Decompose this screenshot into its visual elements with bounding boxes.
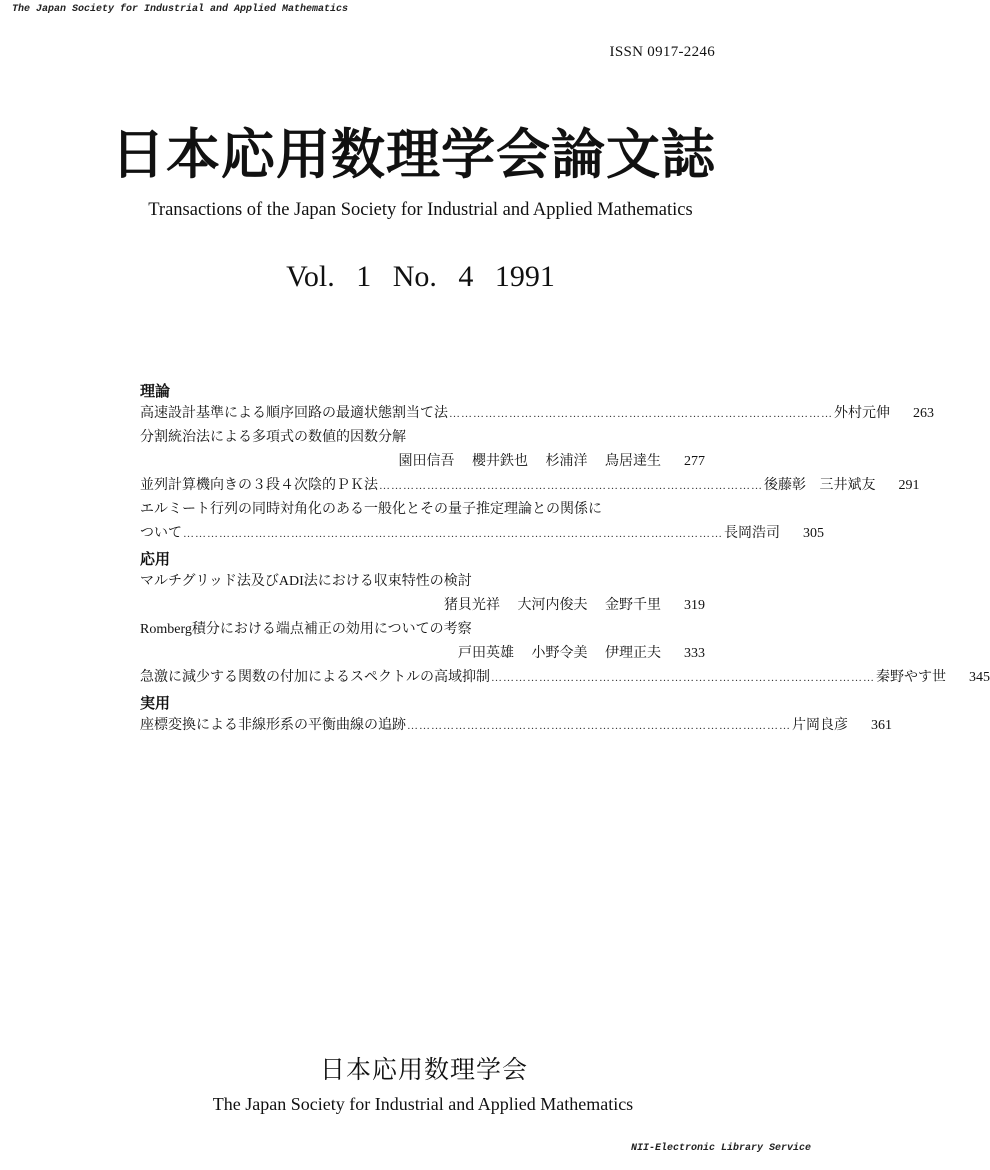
toc-entry[interactable]	[140, 498, 705, 522]
leader-dots: ……………………………………………………………………………………	[491, 672, 875, 684]
toc-entry-continued	[140, 522, 824, 546]
leader-dots: ………………………………………………………………………………………………………………………	[183, 528, 723, 540]
section-heading: 理論	[140, 382, 171, 400]
entry-page: 277	[684, 454, 705, 469]
volume-line: Vol. 1 No. 4 1991	[286, 260, 555, 293]
toc-entry[interactable]	[140, 570, 705, 594]
toc-entry[interactable]	[140, 474, 920, 498]
entry-title: マルチグリッド法及びADI法における収束特性の検討	[140, 574, 472, 589]
journal-title-jp: 日本応用数理学会論文誌	[111, 122, 716, 186]
entry-page: 291	[898, 478, 920, 493]
section-heading: 応用	[140, 550, 171, 568]
leader-dots: ……………………………………………………………………………………	[407, 720, 791, 732]
section-heading: 実用	[140, 694, 171, 712]
entry-authors: 外村元伸	[834, 406, 890, 421]
entry-page: 345	[969, 670, 990, 685]
toc-entry[interactable]	[140, 402, 934, 426]
entry-authors: 戸田英雄 小野令美 伊理正夫	[458, 646, 661, 661]
toc-entry[interactable]	[140, 714, 892, 738]
entry-page: 333	[684, 646, 705, 661]
entry-title: 急激に減少する関数の付加によるスペクトルの高域抑制	[140, 670, 490, 685]
toc-entry[interactable]	[140, 666, 990, 690]
publisher-name-en: The Japan Society for Industrial and Applied Mathematics	[212, 1094, 634, 1114]
entry-authors: 後藤彰 三井斌友	[764, 478, 876, 493]
toc-entry-authors-line	[140, 642, 705, 666]
toc-entry-authors-line	[140, 450, 705, 474]
entry-title: 並列計算機向きの３段４次陰的ＰＫ法	[140, 478, 378, 493]
entry-authors: 猪貝光祥 大河内俊夫 金野千里	[444, 598, 661, 613]
toc-entry[interactable]	[140, 426, 705, 450]
entry-title: ついて	[140, 526, 182, 541]
entry-page: 263	[913, 406, 934, 421]
header-note: The Japan Society for Industrial and Applied Mathematics	[12, 4, 349, 15]
toc-entry[interactable]	[140, 618, 705, 642]
entry-title: 高速設計基準による順序回路の最適状態割当て法	[140, 406, 448, 421]
leader-dots: ……………………………………………………………………………………	[449, 408, 833, 420]
journal-title-en: Transactions of the Japan Society for Industrial and Applied Mathematics	[148, 200, 693, 220]
toc-entry-authors-line	[140, 594, 705, 618]
entry-authors: 秦野やす世	[876, 670, 946, 685]
entry-title: 座標変換による非線形系の平衡曲線の追跡	[140, 718, 406, 733]
entry-authors: 園田信吾 櫻井鉄也 杉浦洋 鳥居達生	[398, 454, 661, 469]
entry-title: 分割統治法による多項式の数値的因数分解	[140, 430, 406, 445]
entry-page: 305	[803, 526, 824, 541]
publisher-name-jp: 日本応用数理学会	[319, 1055, 528, 1084]
entry-page: 361	[871, 718, 892, 733]
entry-title-line1: エルミート行列の同時対角化のある一般化とその量子推定理論との関係に	[140, 502, 602, 517]
entry-title: Romberg積分における端点補正の効用についての考察	[140, 622, 472, 637]
entry-authors: 片岡良彦	[792, 718, 848, 733]
table-of-contents	[140, 378, 990, 738]
footer-note: NII-Electronic Library Service	[630, 1143, 811, 1154]
leader-dots: ……………………………………………………………………………………	[379, 480, 763, 492]
entry-page: 319	[684, 598, 705, 613]
issn: ISSN 0917-2246	[609, 44, 715, 60]
entry-authors: 長岡浩司	[724, 526, 780, 541]
